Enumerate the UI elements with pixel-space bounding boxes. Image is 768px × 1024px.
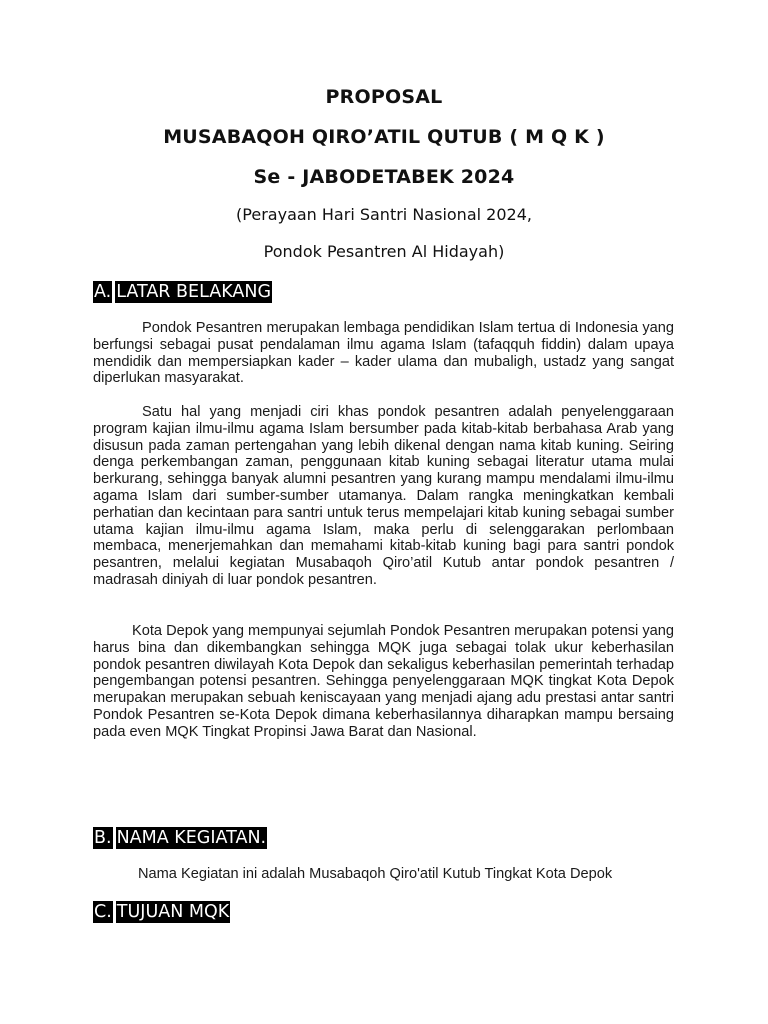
section-a-paragraph-1: Pondok Pesantren merupakan lembaga pendidikan Islam tertua di Indonesia yang berfungsi sebagai pusat pendalaman ilmu agama Islam (tafaqquh fiddin) dalam upaya mendidik dan mempersiapkan kader – kader ulama dan mubaligh, ustadz yang sangat diperlukan masyarakat. bbox=[93, 320, 674, 387]
section-a-heading bbox=[93, 281, 272, 303]
document-title: PROPOSAL bbox=[325, 86, 443, 108]
event-occasion: (Perayaan Hari Santri Nasional 2024, bbox=[236, 205, 532, 224]
section-a-title: LATAR BELAKANG bbox=[116, 282, 271, 302]
section-a-paragraph-2: Satu hal yang menjadi ciri khas pondok pesantren adalah penyelenggaraan program kajian ilmu-ilmu agama Islam bersumber pada kitab-kitab berbahasa Arab yang disusun pada zaman pertengahan yang lebih dikenal dengan nama kitab kuning. Seiring denga perkembangan zaman, penggunaan kitab kuning sebagai literatur utama mulai berkurang, sehingga banyak alumni pesantren yang kurang mampu mendalami ilmu-ilmu agama Islam dari sumber-sumber utamanya. Dalam rangka meningkatkan kembali perhatian dan kecintaan para santri untuk terus mempelajari kitab kuning sebagai sumber utama kajian ilmu-ilmu agama Islam, maka perlu di selenggarakan perlombaan membaca, menerjemahkan dan memahami kitab-kitab kuning bagi para santri pondok pesantren, melalui kegiatan Musabaqoh Qiro’atil Kutub antar pondok pesantren / madrasah diniyah di luar pondok pesantren. bbox=[93, 404, 674, 588]
section-b-text: Nama Kegiatan ini adalah Musabaqoh Qiro'atil Kutub Tingkat Kota Depok bbox=[138, 866, 613, 882]
section-b-heading bbox=[93, 827, 267, 849]
section-c-letter: C. bbox=[94, 902, 112, 922]
section-c-heading bbox=[93, 901, 230, 923]
event-title: MUSABAQOH QIRO’ATIL QUTUB ( M Q K ) bbox=[163, 126, 605, 148]
event-host: Pondok Pesantren Al Hidayah) bbox=[263, 242, 505, 261]
section-b-title: NAMA KEGIATAN. bbox=[116, 828, 267, 848]
event-scope-title: Se - JABODETABEK 2024 bbox=[253, 166, 515, 188]
section-a-paragraph-3: Kota Depok yang mempunyai sejumlah Pondok Pesantren merupakan potensi yang harus bina dan dikembangkan sehingga MQK juga sebagai tolak ukur keberhasilan pondok pesantren diwilayah Kota Depok dan sekaligus keberhasilan pemerintah terhadap pengembangan potensi pesantren. Sehingga penyelenggaraan MQK tingkat Kota Depok merupakan merupakan sebuah keniscayaan yang menjadi ajang adu prestasi antar santri Pondok Pesantren se-Kota Depok dimana keberhasilannya diharapkan mampu bersaing pada even MQK Tingkat Propinsi Jawa Barat dan Nasional. bbox=[93, 623, 674, 740]
section-b-letter: B. bbox=[94, 828, 112, 848]
section-c-title: TUJUAN MQK bbox=[116, 902, 230, 922]
section-a-letter: A. bbox=[94, 282, 112, 302]
